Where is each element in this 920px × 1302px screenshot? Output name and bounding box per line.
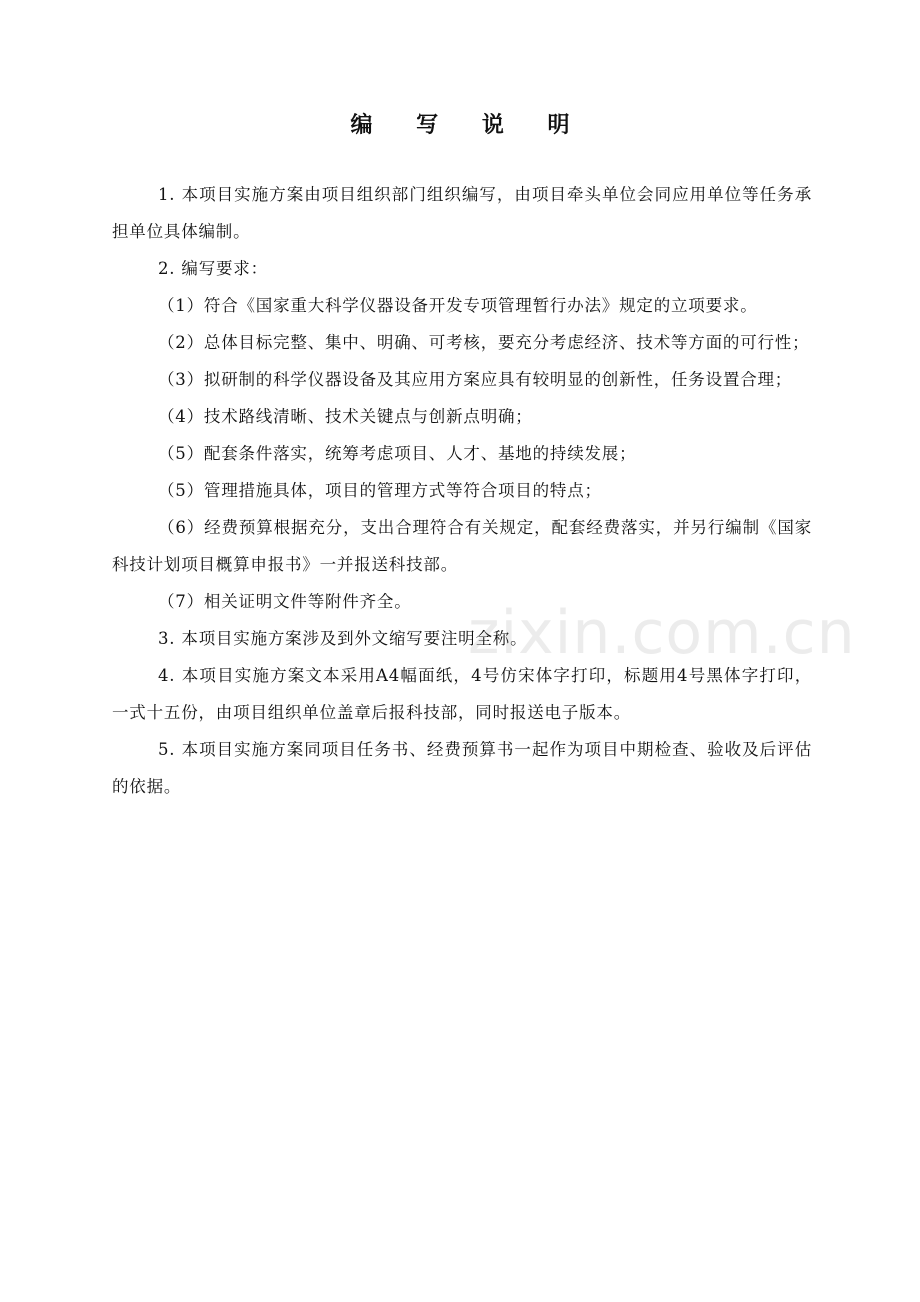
site-watermark: zixin.com.cn [468,598,856,668]
requirement-1: （1）符合《国家重大科学仪器设备开发专项管理暂行办法》规定的立项要求。 [158,296,758,315]
requirement-7: （7）相关证明文件等附件齐全。 [158,592,412,611]
document-body [112,176,812,805]
paragraph-2: 2. 编写要求： [158,259,268,278]
paragraph-4: 4. 本项目实施方案文本采用A4幅面纸，4号仿宋体字打印，标题用4号黑体字打印，一式十五份，由项目组织单位盖章后报科技部，同时报送电子版本。 [112,666,812,722]
paragraph-1: 1. 本项目实施方案由项目组织部门组织编写，由项目牵头单位会同应用单位等任务承担单位具体编制。 [112,185,812,241]
paragraph-5: 5. 本项目实施方案同项目任务书、经费预算书一起作为项目中期检查、验收及后评估的依据。 [112,740,812,796]
requirement-5b: （5）管理措施具体，项目的管理方式等符合项目的特点； [158,481,602,500]
page-title: 编 写 说 明 [350,112,588,138]
paragraph-3: 3. 本项目实施方案涉及到外文缩写要注明全称。 [158,629,528,648]
requirement-4: （4）技术路线清晰、技术关键点与创新点明确； [158,407,533,426]
requirement-6: （6）经费预算根据充分，支出合理符合有关规定，配套经费落实，并另行编制《国家科技计划项目概算申报书》一并报送科技部。 [112,518,812,574]
requirement-3: （3）拟研制的科学仪器设备及其应用方案应具有较明显的创新性，任务设置合理； [158,370,793,389]
requirement-2: （2）总体目标完整、集中、明确、可考核，要充分考虑经济、技术等方面的可行性； [158,333,810,352]
requirement-5a: （5）配套条件落实，统筹考虑项目、人才、基地的持续发展； [158,444,637,463]
